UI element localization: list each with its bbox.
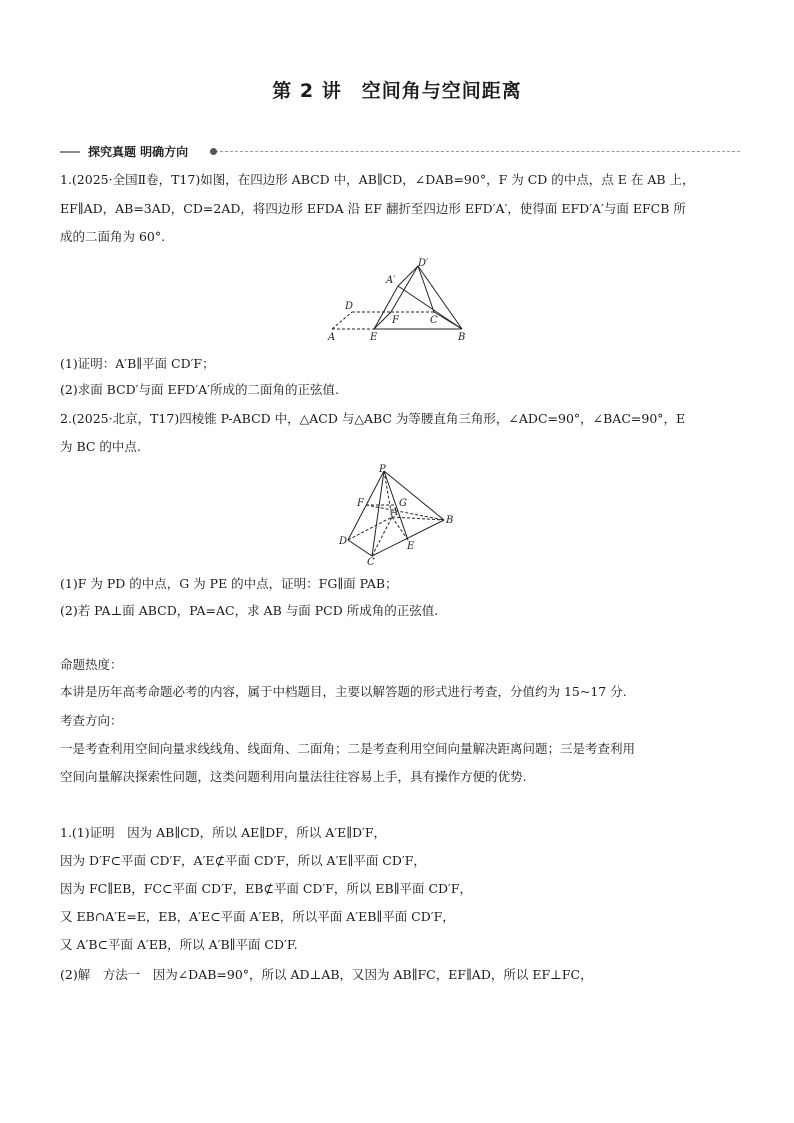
problem1-line: 成的二面角为 60°.: [60, 229, 166, 244]
fig2-label: G: [399, 498, 407, 509]
fig2-label: B: [446, 515, 454, 526]
fig2-label: E: [407, 541, 415, 552]
problem1-figure: [322, 252, 472, 344]
fig1-label: A′: [386, 275, 396, 286]
solution-line: 又 EB∩A′E=E，EB，A′E⊂平面 A′EB，所以平面 A′EB∥平面 CD′F，: [60, 909, 455, 924]
fig2-label: A: [391, 507, 399, 518]
page-title: 第 2 讲 空间角与空间距离: [272, 80, 522, 102]
fig1-label: F: [392, 315, 399, 326]
problem2-figure: [336, 463, 460, 567]
fig2-label: C: [367, 557, 375, 567]
section-label: 探究真题 明确方向: [84, 142, 192, 162]
solution-line: (2)解 方法一 因为∠DAB=90°，所以 AD⊥AB，又因为 AB∥FC，EF∥AD，所以 EF⊥FC，: [60, 967, 593, 982]
fig1-label: D: [345, 301, 354, 312]
direction-line: 空间向量解决探索性问题，这类问题利用向量法往往容易上手，具有操作方便的优势.: [60, 769, 527, 784]
problem1-question-2: (2)求面 BCD′与面 EFD′A′所成的二面角的正弦值.: [60, 382, 339, 397]
direction-label: 考查方向：: [60, 713, 123, 728]
solution-line: 因为 FC∥EB，FC⊂平面 CD′F，EB⊄平面 CD′F，所以 EB∥平面 CD′F，: [60, 881, 473, 896]
fig1-label: E: [370, 332, 378, 343]
fig1-label: C: [430, 315, 438, 326]
problem2-line: 2.(2025·北京，T17)四棱锥 P-ABCD 中，△ACD 与△ABC 为等腰直角三角形，∠ADC=90°，∠BAC=90°，E: [60, 411, 686, 426]
fig2-label: F: [357, 498, 364, 509]
problem2-line: 为 BC 的中点.: [60, 439, 141, 454]
fig2-label: P: [379, 464, 386, 475]
heat-text: 本讲是历年高考命题必考的内容，属于中档题目，主要以解答题的形式进行考查，分值约为 15~17 分.: [60, 684, 627, 699]
solution-line: 因为 D′F⊂平面 CD′F，A′E⊄平面 CD′F，所以 A′E∥平面 CD′F，: [60, 853, 426, 868]
problem1-question-1: (1)证明：A′B∥平面 CD′F；: [60, 356, 215, 371]
problem2-question-2: (2)若 PA⊥面 ABCD，PA=AC，求 AB 与面 PCD 所成角的正弦值.: [60, 603, 439, 618]
solution-line: 又 A′B⊂平面 A′EB，所以 A′B∥平面 CD′F.: [60, 937, 298, 952]
fig1-label: A: [328, 332, 336, 343]
fig2-label: D: [339, 536, 348, 547]
section-right-rule: [210, 151, 740, 152]
fig1-label: B: [458, 332, 466, 343]
problem1-line: EF∥AD，AB=3AD，CD=2AD，将四边形 EFDA 沿 EF 翻折至四边形 EFD′A′，使得面 EFD′A′与面 EFCB 所: [60, 201, 686, 216]
problem1-line: 1.(2025·全国Ⅱ卷，T17)如图，在四边形 ABCD 中，AB∥CD，∠DAB=90°，F 为 CD 的中点，点 E 在 AB 上，: [60, 172, 695, 187]
fig1-label: D′: [418, 258, 429, 269]
problem2-question-1: (1)F 为 PD 的中点，G 为 PE 的中点，证明：FG∥面 PAB；: [60, 576, 398, 591]
heat-label: 命题热度：: [60, 657, 123, 672]
section-dot: [210, 148, 217, 155]
direction-line: 一是考查利用空间向量求线线角、线面角、二面角；二是考查利用空间向量解决距离问题；三是考查利用: [60, 741, 636, 756]
section-left-rule: [60, 151, 80, 153]
solution-line: 1.(1)证明 因为 AB∥CD，所以 AE∥DF，所以 A′E∥D′F，: [60, 825, 387, 840]
section-header: [60, 142, 740, 162]
